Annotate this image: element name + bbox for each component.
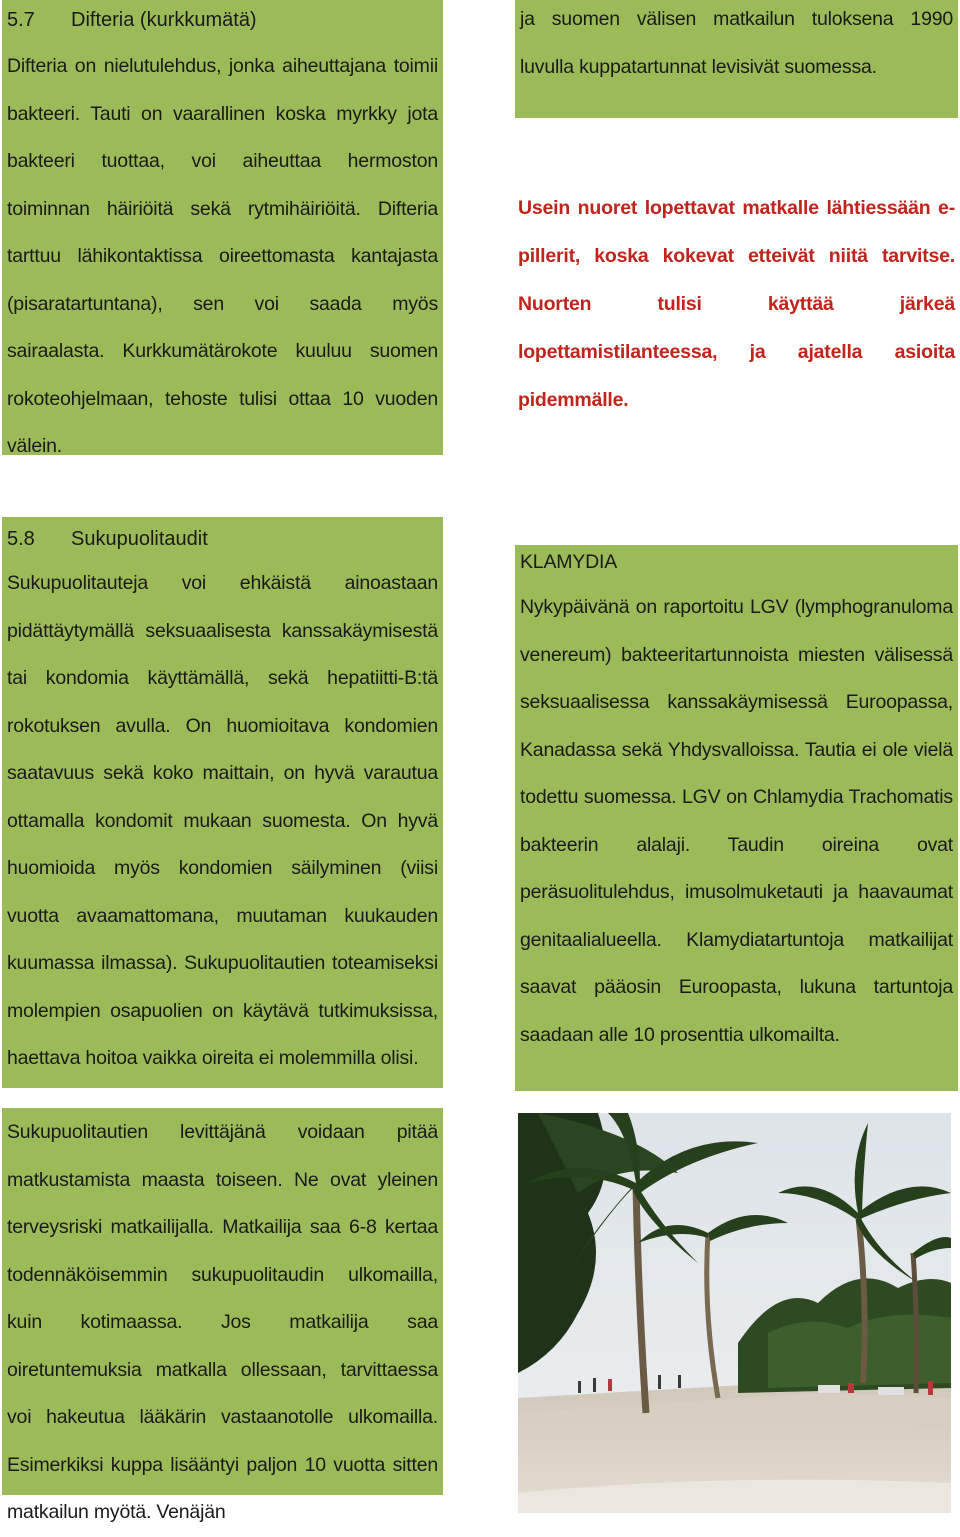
- klamydia-title: KLAMYDIA: [520, 551, 618, 573]
- beach-photo: [518, 1113, 951, 1513]
- top-right-body: ja suomen välisen matkailun tuloksena 1990 luvulla kuppatartunnat levisivät suomessa.: [520, 8, 953, 78]
- section-5-7-box: [2, 0, 443, 455]
- section-5-8-box: [2, 517, 443, 1088]
- section-5-7-heading: [7, 0, 438, 40]
- top-right-box: [515, 0, 958, 118]
- section-5-8-heading: [7, 519, 438, 559]
- klamydia-box: [515, 545, 958, 1091]
- section-number: 5.8: [7, 528, 35, 550]
- section-title: Difteria (kurkkumätä): [71, 9, 257, 31]
- warning-text: Usein nuoret lopettavat matkalle lähtiessään e-pillerit, koska kokevat etteivät niitä tarvitse. Nuorten tulisi käyttää järkeä lopettamistilanteessa, ja ajatella asioita pidemmälle.: [518, 197, 955, 411]
- section-number: 5.7: [7, 9, 35, 31]
- warning-text-block: [518, 184, 955, 424]
- section-5-8-body: Sukupuolitauteja voi ehkäistä ainoastaan pidättäytymällä seksuaalisesta kanssakäymisestä tai kondomia käyttämällä, sekä hepatiitti-B:tä rokotuksen avulla. On huomioitava kondomien saatavuus sekä koko maittain, on hyvä varautua ottamalla kondomit mukaan suomesta. On hyvä huomioida myös kondomien säilyminen (viisi vuotta avaamattomana, muutaman kuukauden kuumassa ilmassa). Sukupuolitautien toteamiseksi molempien osapuolien on käytävä tutkimuksissa, haettava hoitoa vaikka oireita ei molemmilla olisi.: [7, 572, 438, 1069]
- section-title: Sukupuolitaudit: [71, 528, 208, 550]
- klamydia-body: Nykypäivänä on raportoitu LGV (lymphogranuloma venereum) bakteeritartunnoista miesten välisessä seksuaalisessa kanssakäymisessä Euroopassa, Kanadassa sekä Yhdysvalloissa. Tautia ei ole vielä todettu suomessa. LGV on Chlamydia Trachomatis bakteerin alalaji. Taudin oireina ovat peräsuolitulehdus, imusolmuketauti ja haavaumat genitaalialueella. Klamydiatartuntoja matkailijat saavat pääosin Euroopasta, lukuna tartuntoja saadaan alle 10 prosenttia ulkomailta.: [520, 596, 953, 1046]
- travel-body: Sukupuolitautien levittäjänä voidaan pitää matkustamista maasta toiseen. Ne ovat yleinen terveysriski matkailijalla. Matkailija saa 6-8 kertaa todennäköisemmin sukupuolitaudin ulkomailla, kuin kotimaassa. Jos matkailija saa oiretuntemuksia matkalla ollessaan, tarvittaessa voi hakeutua lääkärin vastaanotolle ulkomailla. Esimerkiksi kuppa lisääntyi paljon 10 vuotta sitten matkailun myötä. Venäjän: [7, 1121, 438, 1523]
- section-5-7-body: Difteria on nielutulehdus, jonka aiheuttajana toimii bakteeri. Tauti on vaarallinen koska myrkky jota bakteeri tuottaa, voi aiheuttaa hermoston toiminnan häiriöitä sekä rytmihäiriöitä. Difteria tarttuu lähikontaktissa oireettomasta kantajasta (pisaratartuntana), sen voi saada myös sairaalasta. Kurkkumätärokote kuuluu suomen rokoteohjelmaan, tehoste tulisi ottaa 10 vuoden välein.: [7, 55, 438, 457]
- travel-box: [2, 1108, 443, 1523]
